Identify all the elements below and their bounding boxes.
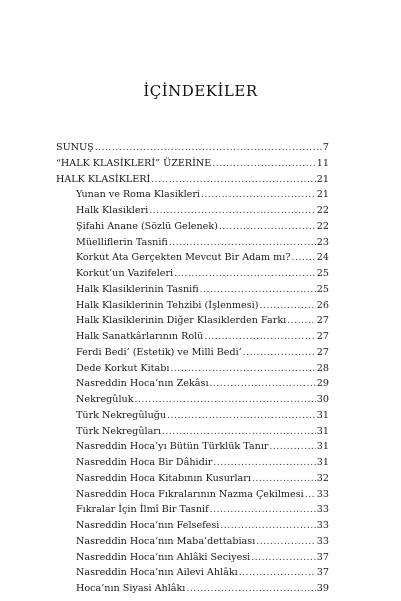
toc-entry-page-number: 28 <box>316 362 329 374</box>
toc-entry-label: Halk Klasiklerinin Tehzibi (İşlenmesi) <box>76 299 259 311</box>
toc-entry-label: Nasreddin Hoca’nın Felsefesi <box>76 520 220 531</box>
dot-leader <box>259 299 315 314</box>
toc-entry <box>56 187 329 203</box>
toc-entry-label: Hoca’nın Siyasi Ahlâkı <box>76 583 186 594</box>
toc-entry-page-number: 25 <box>316 268 329 279</box>
toc-entry-label: Türk Nekregûları <box>76 425 161 437</box>
dot-leader <box>204 330 315 345</box>
dot-leader <box>169 236 316 251</box>
toc-entry-label: Halk Klasikleri <box>76 205 149 216</box>
toc-entry-label: Nasreddin Hoca’yı Bütün Türklük Tanır <box>76 441 269 453</box>
toc-entry <box>56 250 329 266</box>
toc-entry-label: Nasreddin Hoca’nın Ailevi Ahlâkı <box>76 567 238 579</box>
toc-entry-label: “HALK KLASİKLERİ” ÜZERİNE <box>56 157 212 169</box>
dot-leader <box>220 519 315 534</box>
toc-entry <box>56 424 329 440</box>
toc-entry-page-number: 32 <box>316 472 329 484</box>
toc-entry <box>56 487 329 503</box>
toc-entry <box>56 313 329 329</box>
toc-entry-page-number: 27 <box>316 315 329 327</box>
toc-entry-page-number: 27 <box>316 331 329 342</box>
toc-entry <box>56 361 329 377</box>
toc-entry-page-number: 37 <box>316 567 329 579</box>
toc-entry <box>56 439 329 455</box>
dot-leader <box>95 141 322 156</box>
toc-entry <box>56 408 329 424</box>
toc-entry <box>56 518 329 534</box>
toc-entry-page-number: 22 <box>316 220 329 232</box>
dot-leader <box>243 346 316 361</box>
toc-entry-page-number: 21 <box>316 173 329 185</box>
toc-entry-label: Nasreddin Hoca Bir Dâhidir <box>76 457 213 468</box>
page-title: İÇİNDEKİLER <box>143 82 258 100</box>
dot-leader <box>212 157 315 172</box>
toc-entry-page-number: 21 <box>316 189 329 201</box>
toc-entry-label: Korkut Ata Gerçekten Mevcut Bir Adam mı? <box>76 252 291 264</box>
toc-entry <box>56 140 329 156</box>
dot-leader <box>256 535 316 550</box>
toc-entry-label: Ferdi Bedi’ (Estetik) ve Milli Bedi’ <box>76 346 242 358</box>
toc-entry-label: SUNUŞ <box>56 142 94 153</box>
toc-entry-page-number: 31 <box>316 457 329 468</box>
dot-leader <box>213 456 315 471</box>
dot-leader <box>201 188 316 203</box>
toc-entry-label: Halk Sanatkârlarının Rolü <box>76 331 204 342</box>
toc-entry-page-number: 33 <box>316 535 329 547</box>
toc-entry-page-number: 24 <box>316 252 329 264</box>
toc-entry-page-number: 33 <box>316 520 329 531</box>
dot-leader <box>170 362 315 377</box>
toc-entry-label: HALK KLASİKLERİ <box>56 173 151 185</box>
toc-entry-page-number: 11 <box>316 157 329 169</box>
toc-entry <box>56 156 329 172</box>
toc-entry-label: Nasreddin Hoca’nın Zekâsı <box>76 378 209 390</box>
dot-leader <box>219 220 316 235</box>
table-of-contents <box>56 140 329 597</box>
toc-entry-label: Nekregûluk <box>76 394 134 405</box>
toc-entry <box>56 455 329 471</box>
toc-entry-page-number: 31 <box>316 409 329 421</box>
dot-leader <box>162 425 316 440</box>
toc-entry-label: Fıkralar İçin İlmî Bir Tasnif <box>76 504 209 516</box>
toc-entry-label: Şifahi Anane (Sözlü Gelenek) <box>76 220 218 232</box>
dot-leader <box>305 488 316 503</box>
toc-entry <box>56 203 329 219</box>
toc-entry <box>56 298 329 314</box>
dot-leader <box>210 377 316 392</box>
toc-entry <box>56 392 329 408</box>
toc-entry-page-number: 22 <box>316 205 329 216</box>
toc-entry-label: Halk Klasiklerinin Tasnifi <box>76 283 199 295</box>
toc-entry <box>56 219 329 235</box>
toc-entry <box>56 376 329 392</box>
toc-entry <box>56 565 329 581</box>
toc-entry <box>56 235 329 251</box>
toc-entry-page-number: 25 <box>316 283 329 295</box>
toc-entry-page-number: 37 <box>316 551 329 563</box>
toc-entry-label: Halk Klasiklerinin Diğer Klasiklerden Farkı <box>76 315 287 327</box>
toc-entry-page-number: 23 <box>316 236 329 248</box>
dot-leader <box>151 173 316 188</box>
toc-entry-label: Müelliflerin Tasnifi <box>76 236 168 248</box>
toc-entry-label: Nasreddin Hoca’nın Ahlâki Seciyesi <box>76 551 251 563</box>
toc-entry-page-number: 33 <box>316 504 329 516</box>
dot-leader <box>270 440 316 455</box>
dot-leader <box>210 503 316 518</box>
toc-entry-label: Türk Nekregûluğu <box>76 409 167 421</box>
toc-entry-label: Nasreddin Hoca Fıkralarının Nazma Çekilmesi <box>76 488 304 500</box>
dot-leader <box>174 267 316 282</box>
toc-entry-page-number: 33 <box>316 488 329 500</box>
toc-entry <box>56 266 329 282</box>
toc-entry <box>56 550 329 566</box>
dot-leader <box>167 409 316 424</box>
dot-leader <box>149 204 316 219</box>
toc-entry-page-number: 30 <box>316 394 329 405</box>
toc-entry-page-number: 27 <box>316 346 329 358</box>
toc-entry-label: Nasreddin Hoca Kitabının Kusurları <box>76 472 251 484</box>
toc-entry-page-number: 31 <box>316 441 329 453</box>
dot-leader <box>252 472 316 487</box>
toc-entry <box>56 502 329 518</box>
toc-entry-page-number: 7 <box>322 142 329 153</box>
toc-entry <box>56 282 329 298</box>
toc-entry <box>56 345 329 361</box>
toc-entry-page-number: 31 <box>316 425 329 437</box>
dot-leader <box>287 314 316 329</box>
dot-leader <box>186 582 315 597</box>
toc-entry-label: Yunan ve Roma Klasikleri <box>76 189 200 201</box>
toc-entry <box>56 534 329 550</box>
dot-leader <box>200 283 316 298</box>
dot-leader <box>251 551 316 566</box>
toc-entry <box>56 581 329 597</box>
dot-leader <box>291 251 315 266</box>
toc-entry <box>56 329 329 345</box>
toc-entry-page-number: 26 <box>316 299 329 311</box>
dot-leader <box>239 566 316 581</box>
toc-entry-page-number: 29 <box>316 378 329 390</box>
toc-entry-label: Korkut’un Vazifeleri <box>76 268 174 279</box>
toc-entry-page-number: 39 <box>316 583 329 594</box>
toc-entry-label: Nasreddin Hoca’nın Maba’dettabiası <box>76 535 256 547</box>
toc-entry <box>56 471 329 487</box>
dot-leader <box>135 393 316 408</box>
toc-entry <box>56 172 329 188</box>
toc-entry-label: Dede Korkut Kitabı <box>76 362 170 374</box>
